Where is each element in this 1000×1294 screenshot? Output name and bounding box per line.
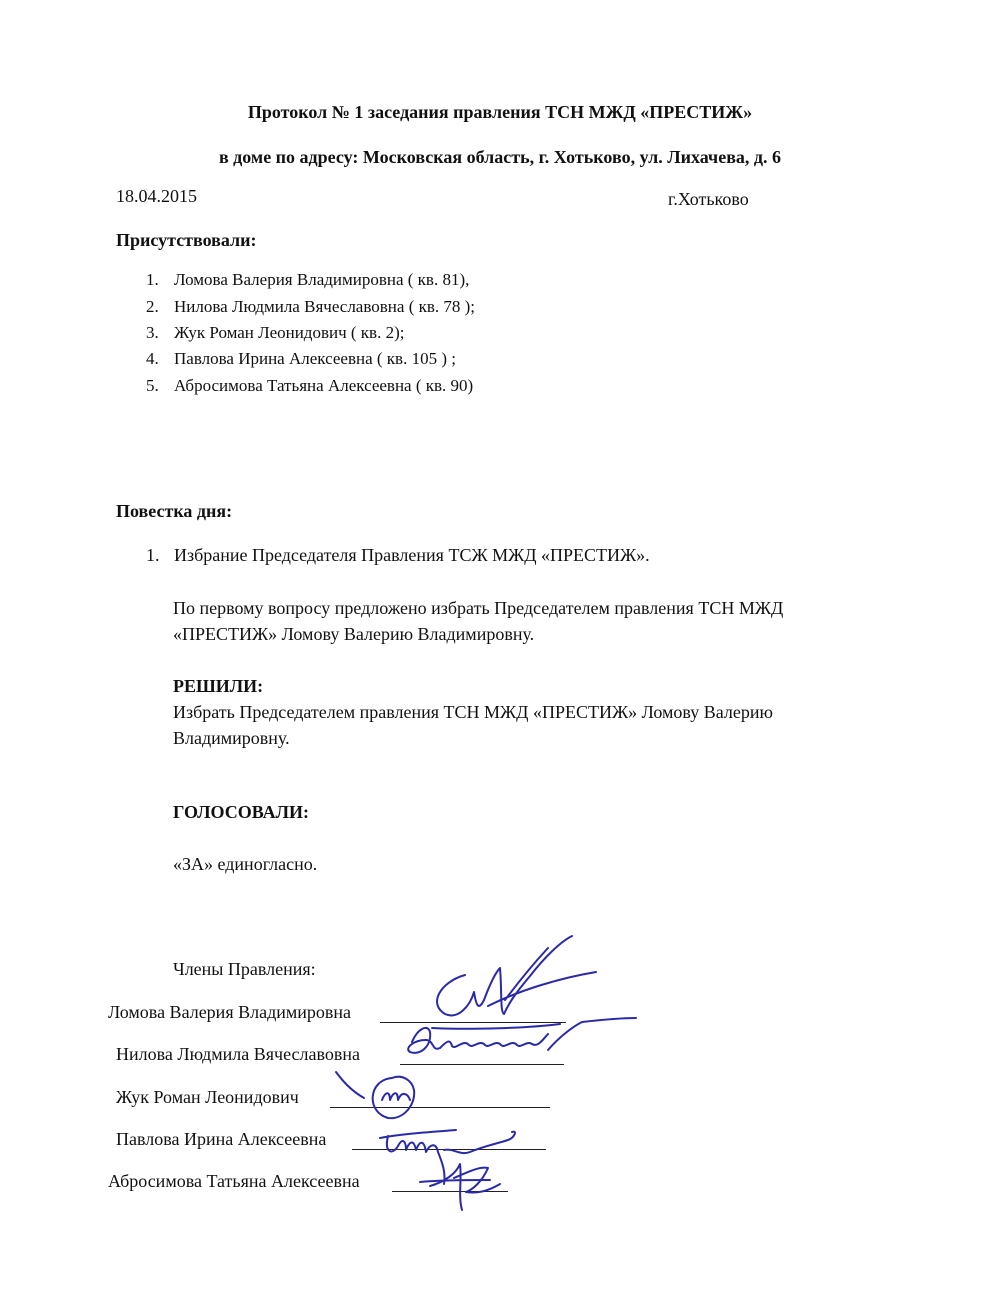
list-number: 2. — [146, 297, 159, 316]
list-number: 1. — [146, 270, 159, 289]
decision-text-line-2: Владимировну. — [173, 728, 290, 748]
agenda-text: Избрание Председателя Правления ТСЖ МЖД «ПРЕСТИЖ». — [174, 545, 650, 565]
protocol-date: 18.04.2015 — [116, 186, 197, 206]
agenda-heading: Повестка дня: — [116, 501, 233, 521]
decision-text-line-1: Избрать Председателем правления ТСН МЖД «ПРЕСТИЖ» Ломову Валерию — [173, 702, 773, 722]
vote-result: «ЗА» единогласно. — [173, 854, 318, 874]
attendee-text: Абросимова Татьяна Алексеевна ( кв. 90) — [174, 376, 474, 395]
signatory-name: Павлова Ирина Алексеевна — [116, 1129, 327, 1149]
proposal-text-line-2: «ПРЕСТИЖ» Ломову Валерию Владимировну. — [173, 624, 535, 644]
signature-zhuk — [336, 1072, 414, 1118]
signatory-name: Абросимова Татьяна Алексеевна — [108, 1171, 360, 1191]
signature-nilova — [408, 1018, 636, 1053]
attendee-text: Павлова Ирина Алексеевна ( кв. 105 ) ; — [174, 349, 456, 368]
signature-pavlova — [380, 1130, 515, 1184]
members-heading: Члены Правления: — [173, 959, 316, 979]
decided-heading: РЕШИЛИ: — [173, 676, 264, 696]
list-number: 4. — [146, 349, 159, 368]
proposal-text-line-1: По первому вопросу предложено избрать Председателем правления ТСН МЖД — [173, 598, 784, 618]
signatory-name: Нилова Людмила Вячеславовна — [116, 1044, 360, 1064]
present-heading: Присутствовали: — [116, 230, 257, 250]
signature-abrosimova — [420, 1164, 500, 1210]
list-number: 1. — [146, 545, 160, 565]
list-number: 3. — [146, 323, 159, 342]
voted-heading: ГОЛОСОВАЛИ: — [173, 802, 310, 822]
attendee-text: Ломова Валерия Владимировна ( кв. 81), — [174, 270, 470, 289]
attendee-text: Нилова Людмила Вячеславовна ( кв. 78 ); — [174, 297, 476, 316]
protocol-city: г.Хотьково — [668, 189, 749, 209]
attendee-text: Жук Роман Леонидович ( кв. 2); — [174, 323, 405, 342]
signature-lomova — [437, 936, 596, 1015]
list-number: 5. — [146, 376, 159, 395]
signatory-name: Жук Роман Леонидович — [116, 1087, 299, 1107]
document-title: Протокол № 1 заседания правления ТСН МЖД «ПРЕСТИЖ» — [247, 102, 753, 122]
address-line: в доме по адресу: Московская область, г. Хотьково, ул. Лихачева, д. 6 — [218, 147, 782, 167]
signatory-name: Ломова Валерия Владимировна — [108, 1002, 352, 1022]
